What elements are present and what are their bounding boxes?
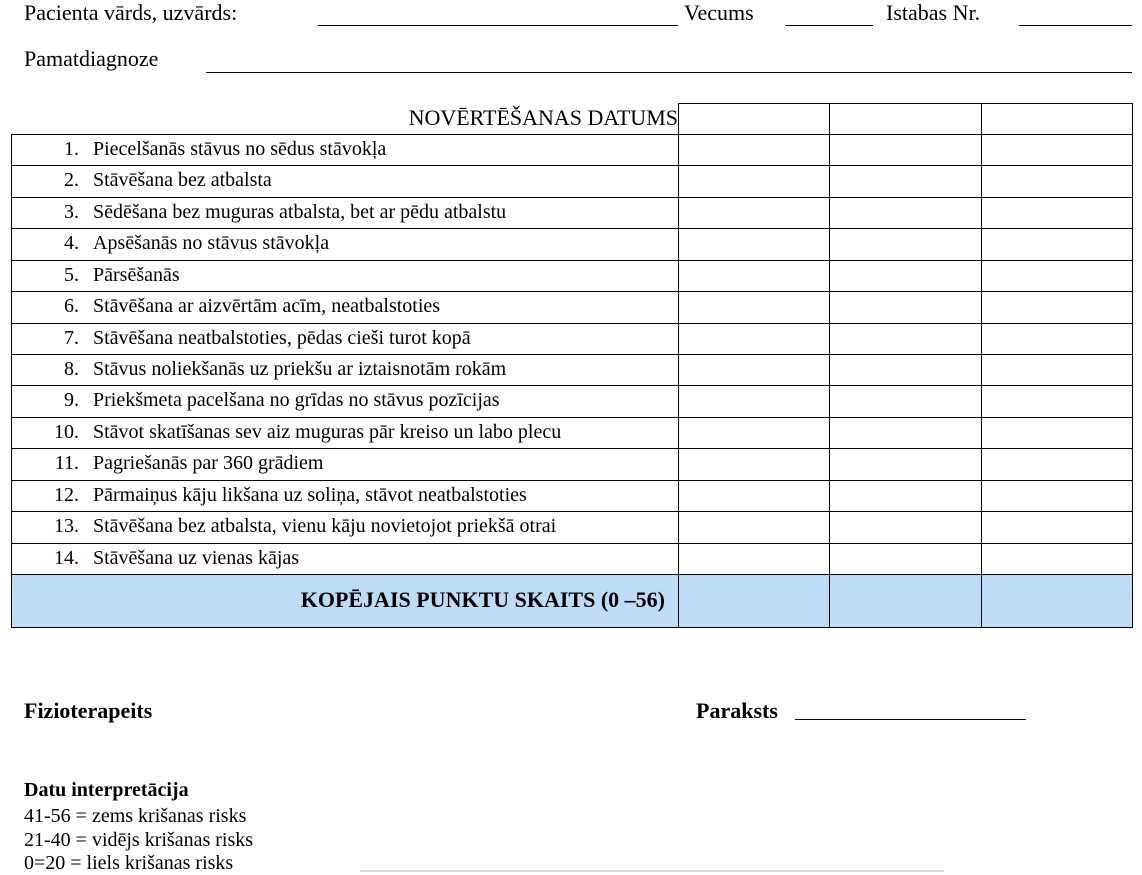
item-number: 13. xyxy=(54,515,79,538)
item-number: 5. xyxy=(64,263,79,286)
score-cell-2[interactable] xyxy=(829,165,982,197)
diagnosis-label: Pamatdiagnoze xyxy=(24,46,159,71)
interpretation-medium: 21-40 = vidējs krišanas risks xyxy=(24,829,254,851)
table-row xyxy=(11,197,1133,229)
score-cell-2[interactable] xyxy=(829,323,982,355)
room-number-field[interactable] xyxy=(1019,25,1132,26)
score-cell-2[interactable] xyxy=(829,197,982,229)
patient-name-label: Pacienta vārds, uzvārds: xyxy=(24,0,238,25)
score-cell-2[interactable] xyxy=(829,291,982,323)
assessment-table xyxy=(11,103,1133,628)
age-label: Vecums xyxy=(684,0,754,25)
score-cell-3[interactable] xyxy=(981,197,1133,229)
date-cell-3[interactable] xyxy=(981,103,1133,135)
score-cell-2[interactable] xyxy=(829,448,982,480)
date-cell-1[interactable] xyxy=(678,103,830,135)
score-cell-1[interactable] xyxy=(678,385,830,417)
interpretation-title: Datu interpretācija xyxy=(24,779,189,801)
score-cell-1[interactable] xyxy=(678,511,830,543)
score-cell-1[interactable] xyxy=(678,260,830,292)
diagnosis-field[interactable] xyxy=(206,72,1132,73)
item-description: Pagriešanās par 360 grādiem xyxy=(93,452,324,475)
room-number-label: Istabas Nr. xyxy=(886,0,981,25)
score-cell-3[interactable] xyxy=(981,480,1133,512)
page-edge-divider xyxy=(360,870,944,872)
item-number: 3. xyxy=(64,200,79,223)
item-number: 4. xyxy=(64,232,79,255)
item-number: 14. xyxy=(54,546,79,569)
total-score-label: KOPĒJAIS PUNKTU SKAITS (0 –56) xyxy=(300,587,665,612)
score-cell-3[interactable] xyxy=(981,511,1133,543)
score-cell-3[interactable] xyxy=(981,543,1133,575)
item-description: Stāvus noliekšanās uz priekšu ar iztaisnotām rokām xyxy=(93,358,507,380)
total-score-cell-2[interactable] xyxy=(829,574,982,628)
score-cell-1[interactable] xyxy=(678,165,830,197)
table-row xyxy=(11,165,1133,197)
score-cell-3[interactable] xyxy=(981,385,1133,417)
score-cell-1[interactable] xyxy=(678,480,830,512)
item-description: Pārsēšanās xyxy=(93,263,180,286)
score-cell-2[interactable] xyxy=(829,228,982,260)
item-number: 8. xyxy=(64,358,79,380)
score-cell-1[interactable] xyxy=(678,448,830,480)
item-number: 7. xyxy=(64,326,79,349)
score-cell-1[interactable] xyxy=(678,134,830,166)
table-row xyxy=(11,134,1133,166)
score-cell-3[interactable] xyxy=(981,260,1133,292)
age-field[interactable] xyxy=(785,25,873,26)
item-number: 1. xyxy=(64,138,79,160)
interpretation-low: 41-56 = zems krišanas risks xyxy=(24,805,247,827)
item-number: 10. xyxy=(54,420,79,443)
table-row xyxy=(11,480,1133,512)
item-number: 12. xyxy=(54,483,79,506)
score-cell-1[interactable] xyxy=(678,543,830,575)
signature-field[interactable] xyxy=(795,719,1026,720)
table-row xyxy=(11,260,1133,292)
score-cell-2[interactable] xyxy=(829,385,982,417)
assessment-date-header: NOVĒRTĒŠANAS DATUMS xyxy=(408,105,678,130)
table-row xyxy=(11,323,1133,355)
score-cell-3[interactable] xyxy=(981,417,1133,449)
patient-name-field[interactable] xyxy=(318,25,678,26)
score-cell-1[interactable] xyxy=(678,354,830,386)
item-number: 11. xyxy=(54,452,79,475)
interpretation-high: 0=20 = liels krišanas risks xyxy=(24,852,234,874)
score-cell-3[interactable] xyxy=(981,354,1133,386)
score-cell-3[interactable] xyxy=(981,228,1133,260)
score-cell-2[interactable] xyxy=(829,354,982,386)
score-cell-1[interactable] xyxy=(678,197,830,229)
item-description: Priekšmeta pacelšana no grīdas no stāvus pozīcijas xyxy=(93,389,500,412)
date-header-row xyxy=(11,103,1133,134)
table-row xyxy=(11,291,1133,323)
item-description: Stāvēšana ar aizvērtām acīm, neatbalstoties xyxy=(93,295,441,318)
score-cell-2[interactable] xyxy=(829,543,982,575)
score-cell-3[interactable] xyxy=(981,291,1133,323)
item-description: Stāvēšana bez atbalsta xyxy=(93,169,272,192)
score-cell-2[interactable] xyxy=(829,480,982,512)
date-cell-2[interactable] xyxy=(829,103,982,135)
item-number: 6. xyxy=(64,295,79,318)
score-cell-1[interactable] xyxy=(678,323,830,355)
table-row xyxy=(11,385,1133,417)
table-row xyxy=(11,543,1133,575)
item-description: Sēdēšana bez muguras atbalsta, bet ar pēdu atbalstu xyxy=(93,200,507,223)
score-cell-3[interactable] xyxy=(981,134,1133,166)
physiotherapist-label: Fizioterapeits xyxy=(24,698,153,723)
table-row xyxy=(11,448,1133,480)
score-cell-3[interactable] xyxy=(981,448,1133,480)
score-cell-2[interactable] xyxy=(829,260,982,292)
item-description: Stāvēšana neatbalstoties, pēdas cieši turot kopā xyxy=(93,326,471,349)
score-cell-1[interactable] xyxy=(678,417,830,449)
table-row xyxy=(11,228,1133,260)
total-score-cell-1[interactable] xyxy=(678,574,830,628)
item-description: Stāvēšana bez atbalsta, vienu kāju novietojot priekšā otrai xyxy=(93,515,557,538)
item-description: Pārmaiņus kāju likšana uz soliņa, stāvot neatbalstoties xyxy=(93,483,527,506)
total-score-row xyxy=(11,574,1133,628)
score-cell-3[interactable] xyxy=(981,323,1133,355)
item-description: Stāvot skatīšanas sev aiz muguras pār kreiso un labo plecu xyxy=(93,420,562,443)
score-cell-2[interactable] xyxy=(829,134,982,166)
score-cell-3[interactable] xyxy=(981,165,1133,197)
total-score-cell-3[interactable] xyxy=(981,574,1133,628)
table-row xyxy=(11,417,1133,449)
table-row xyxy=(11,511,1133,543)
item-description: Apsēšanās no stāvus stāvokļa xyxy=(93,232,330,255)
signature-label: Paraksts xyxy=(696,698,778,723)
score-cell-2[interactable] xyxy=(829,511,982,543)
item-number: 9. xyxy=(64,389,79,412)
score-cell-1[interactable] xyxy=(678,228,830,260)
table-row xyxy=(11,354,1133,386)
item-description: Stāvēšana uz vienas kājas xyxy=(93,546,300,569)
item-description: Piecelšanās stāvus no sēdus stāvokļa xyxy=(93,138,387,160)
score-cell-2[interactable] xyxy=(829,417,982,449)
score-cell-1[interactable] xyxy=(678,291,830,323)
item-number: 2. xyxy=(64,169,79,192)
